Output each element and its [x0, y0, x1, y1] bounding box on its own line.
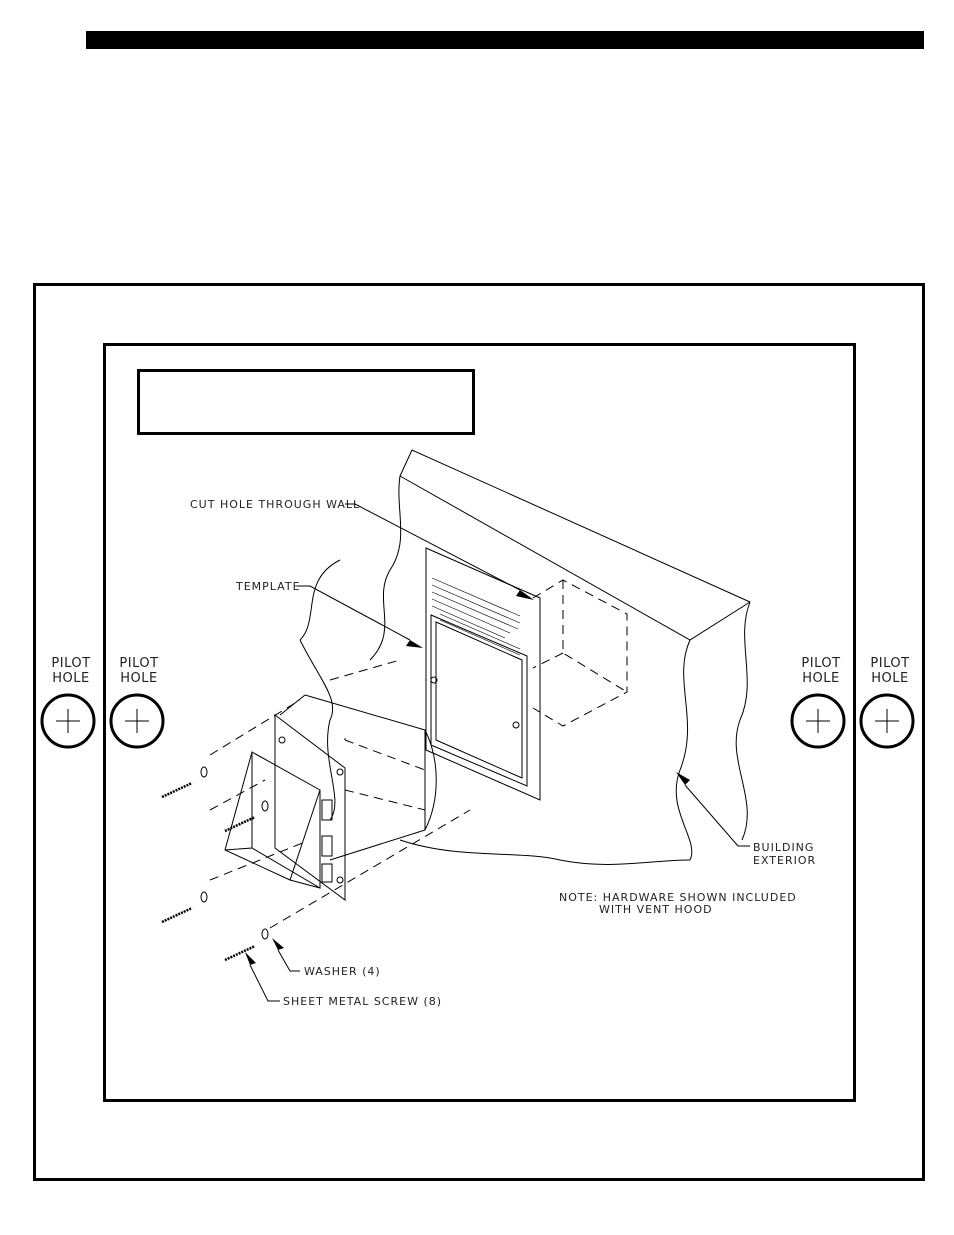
pilot-label-4a: PILOT	[870, 656, 910, 671]
note	[559, 891, 797, 916]
callout-building-text-2: EXTERIOR	[753, 854, 817, 867]
template	[426, 548, 540, 800]
note-text-2: WITH VENT HOOD	[599, 903, 713, 916]
pilot-label-3b: HOLE	[802, 671, 840, 686]
pilot-label-2b: HOLE	[120, 671, 158, 686]
pilot-hole-right	[792, 656, 844, 747]
callout-building-exterior	[676, 772, 816, 867]
building-wall	[300, 450, 750, 864]
pilot-hole-far-right	[861, 656, 913, 747]
callout-washer	[272, 938, 381, 978]
pilot-label-1b: HOLE	[52, 671, 90, 686]
pilot-label-2a: PILOT	[119, 656, 159, 671]
pilot-label-4b: HOLE	[871, 671, 909, 686]
callout-cut-hole-text: CUT HOLE THROUGH WALL	[190, 498, 361, 511]
pilot-hole-far-left	[42, 656, 94, 747]
pilot-hole-left	[111, 656, 163, 747]
callout-template	[235, 580, 423, 648]
pilot-label-1a: PILOT	[51, 656, 91, 671]
wall-hole	[533, 580, 627, 726]
callout-washer-text: WASHER (4)	[304, 965, 381, 978]
vent-hood	[225, 695, 436, 900]
callout-screw-text: SHEET METAL SCREW (8)	[283, 995, 443, 1008]
pilot-label-3a: PILOT	[801, 656, 841, 671]
callout-screw	[245, 952, 442, 1008]
note-text-1: NOTE: HARDWARE SHOWN INCLUDED	[559, 891, 797, 904]
callout-template-text: TEMPLATE	[236, 580, 301, 593]
callout-building-text-1: BUILDING	[753, 841, 815, 854]
